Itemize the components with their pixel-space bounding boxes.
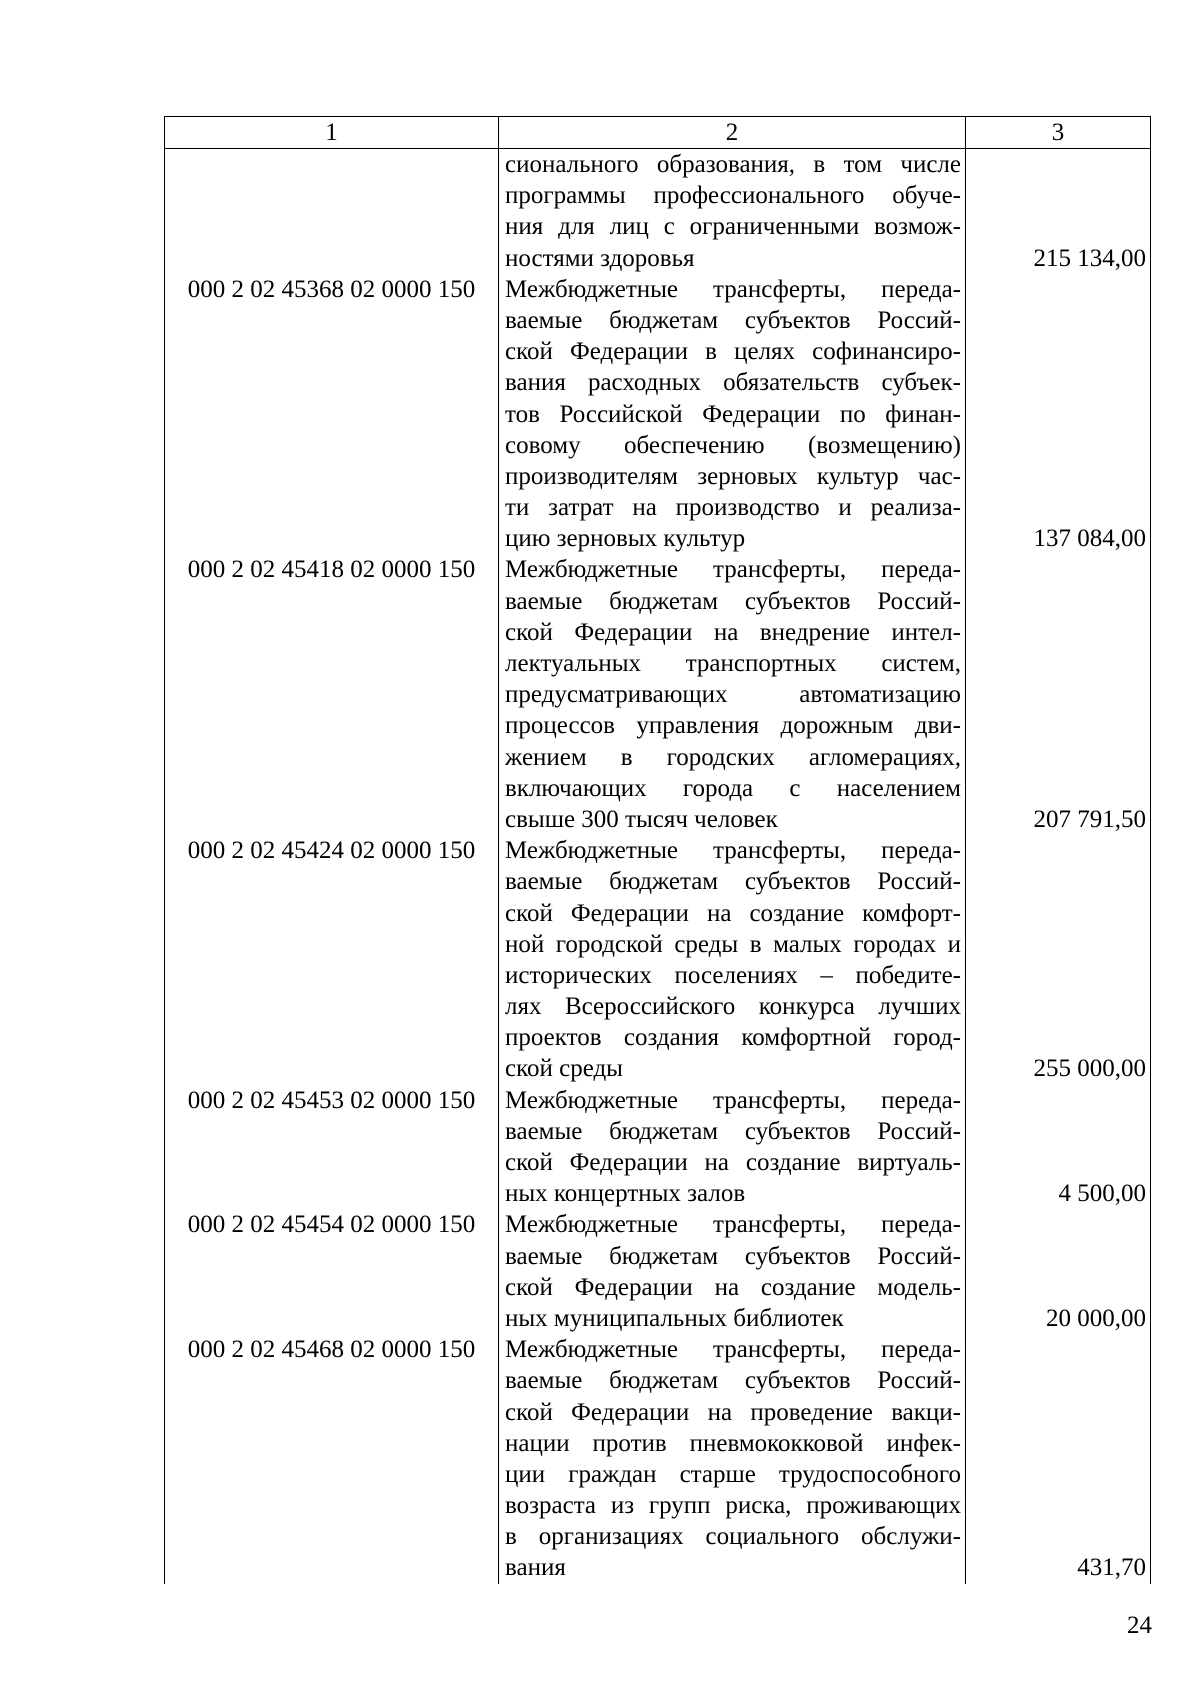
description-line: ваемые бюджетам субъектов Россий- bbox=[505, 587, 961, 615]
description-line: ной городской среды в малых городах и bbox=[505, 930, 961, 958]
description-line: Межбюджетные трансферты, переда- bbox=[505, 1086, 961, 1114]
description-line: ции граждан старше трудоспособного bbox=[505, 1460, 961, 1488]
description-line: в организациях социального обслужи- bbox=[505, 1523, 961, 1551]
page-number: 24 bbox=[1127, 1612, 1152, 1639]
description-line: ской Федерации на создание комфорт- bbox=[505, 899, 961, 927]
item-description bbox=[499, 274, 966, 555]
description-line: тов Российской Федерации по финан- bbox=[505, 400, 961, 428]
description-line: производителям зерновых культур час- bbox=[505, 462, 961, 490]
item-description bbox=[499, 1334, 966, 1584]
description-line: процессов управления дорожным дви- bbox=[505, 712, 961, 740]
table-body bbox=[165, 149, 1151, 1584]
description-line: жением в городских агломерациях, bbox=[505, 743, 961, 771]
table-row bbox=[165, 1334, 1151, 1584]
description-line: ваемые бюджетам субъектов Россий- bbox=[505, 1367, 961, 1395]
table-row bbox=[165, 149, 1151, 274]
classification-code: 000 2 02 45418 02 0000 150 bbox=[165, 554, 499, 835]
description-line: ской Федерации на внедрение интел- bbox=[505, 618, 961, 646]
column-header-1: 1 bbox=[165, 117, 499, 149]
description-line: Межбюджетные трансферты, переда- bbox=[505, 1211, 961, 1239]
column-header-2: 2 bbox=[499, 117, 966, 149]
amount-value: 207 791,50 bbox=[966, 554, 1151, 835]
description-line: предусматривающих автоматизацию bbox=[505, 681, 961, 709]
amount-value: 137 084,00 bbox=[966, 274, 1151, 555]
description-line: ваемые бюджетам субъектов Россий- bbox=[505, 306, 961, 334]
table-row bbox=[165, 274, 1151, 555]
description-line: включающих города с населением bbox=[505, 774, 961, 802]
description-line: ваемые бюджетам субъектов Россий- bbox=[505, 1242, 961, 1270]
description-line: Межбюджетные трансферты, переда- bbox=[505, 837, 961, 865]
classification-code: 000 2 02 45453 02 0000 150 bbox=[165, 1085, 499, 1210]
classification-code: 000 2 02 45368 02 0000 150 bbox=[165, 274, 499, 555]
description-line: Межбюджетные трансферты, переда- bbox=[505, 556, 961, 584]
description-line: ти затрат на производство и реализа- bbox=[505, 494, 961, 522]
classification-code: 000 2 02 45468 02 0000 150 bbox=[165, 1334, 499, 1584]
description-line: ваемые бюджетам субъектов Россий- bbox=[505, 1117, 961, 1145]
description-line: совому обеспечению (возмещению) bbox=[505, 431, 961, 459]
description-line: ской Федерации в целях софинансиро- bbox=[505, 338, 961, 366]
description-line: нации против пневмококковой инфек- bbox=[505, 1429, 961, 1457]
column-header-3: 3 bbox=[966, 117, 1151, 149]
amount-value: 20 000,00 bbox=[966, 1209, 1151, 1334]
description-line: ской Федерации на создание модель- bbox=[505, 1273, 961, 1301]
description-line: вания расходных обязательств субъек- bbox=[505, 369, 961, 397]
description-line: ностями здоровья bbox=[505, 244, 695, 272]
description-line: возраста из групп риска, проживающих bbox=[505, 1492, 961, 1520]
description-line: Межбюджетные трансферты, переда- bbox=[505, 1336, 961, 1364]
description-line: цию зерновых культур bbox=[505, 525, 746, 553]
description-line: ской Федерации на создание виртуаль- bbox=[505, 1149, 961, 1176]
table-row bbox=[165, 1209, 1151, 1334]
description-line: ных муниципальных библиотек bbox=[505, 1304, 844, 1332]
description-line: лях Всероссийского конкурса лучших bbox=[505, 993, 961, 1021]
item-description bbox=[499, 1209, 966, 1334]
description-line: программы профессионального обуче- bbox=[505, 182, 961, 210]
description-line: ных концертных залов bbox=[505, 1180, 746, 1208]
description-line: лектуальных транспортных систем, bbox=[505, 650, 961, 677]
table-row bbox=[165, 554, 1151, 835]
item-description bbox=[499, 835, 966, 1085]
classification-code bbox=[165, 149, 499, 274]
description-line: ской Федерации на проведение вакци- bbox=[505, 1398, 961, 1426]
description-line: исторических поселениях – победите- bbox=[505, 961, 961, 989]
amount-value: 255 000,00 bbox=[966, 835, 1151, 1085]
description-line: свыше 300 тысяч человек bbox=[505, 805, 778, 833]
item-description bbox=[499, 554, 966, 835]
budget-table bbox=[164, 116, 1151, 1584]
description-line: сионального образования, в том числе bbox=[505, 151, 961, 178]
description-line: ния для лиц с ограниченными возмож- bbox=[505, 213, 961, 241]
description-line: ской среды bbox=[505, 1055, 623, 1083]
description-line: вания bbox=[505, 1554, 566, 1582]
item-description bbox=[499, 1085, 966, 1210]
amount-value: 215 134,00 bbox=[966, 149, 1151, 274]
item-description bbox=[499, 149, 966, 274]
classification-code: 000 2 02 45424 02 0000 150 bbox=[165, 835, 499, 1085]
amount-value: 4 500,00 bbox=[966, 1085, 1151, 1210]
table-header-row bbox=[165, 117, 1151, 149]
classification-code: 000 2 02 45454 02 0000 150 bbox=[165, 1209, 499, 1334]
description-line: ваемые бюджетам субъектов Россий- bbox=[505, 868, 961, 896]
description-line: проектов создания комфортной город- bbox=[505, 1024, 961, 1052]
amount-value: 431,70 bbox=[966, 1334, 1151, 1584]
table-row bbox=[165, 1085, 1151, 1210]
description-line: Межбюджетные трансферты, переда- bbox=[505, 275, 961, 303]
table-row bbox=[165, 835, 1151, 1085]
